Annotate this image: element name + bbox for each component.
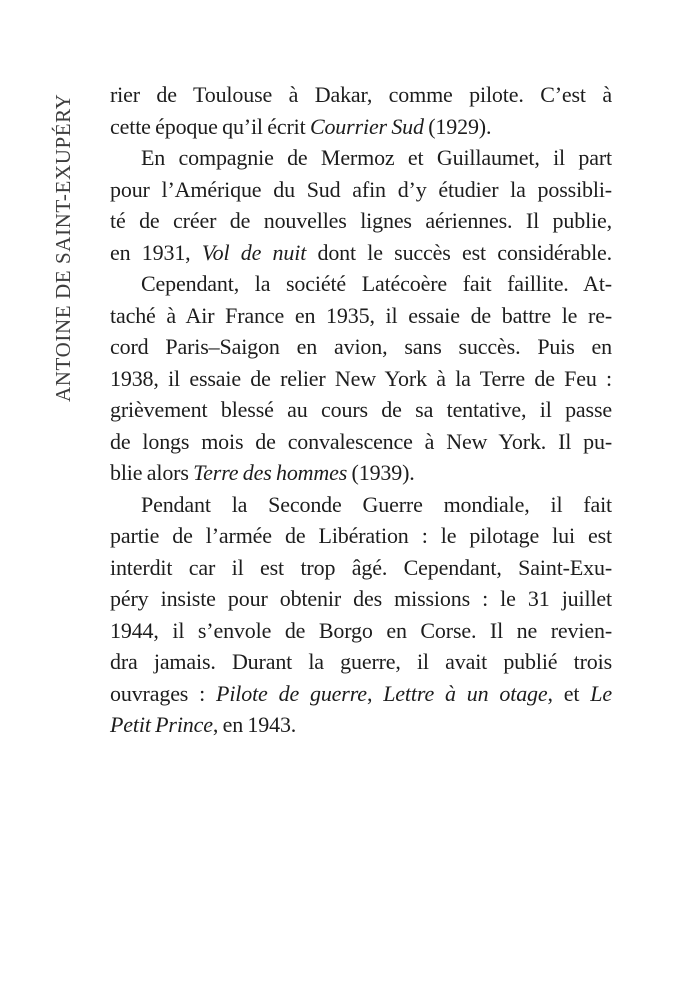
book-title-italic: Pilote de guerre: [216, 680, 367, 706]
text-segment: dra jamais. Durant la guerre, il avait publié trois: [110, 649, 612, 674]
book-title-italic: Le: [590, 680, 612, 706]
text-line: [110, 520, 612, 552]
text-segment: , et: [547, 680, 591, 706]
text-line: [110, 489, 612, 521]
text-line: [110, 268, 612, 300]
text-line: [110, 237, 612, 269]
text-line: [110, 79, 612, 111]
text-segment: blie alors: [110, 460, 194, 485]
text-segment: té de créer de nouvelles lignes aériennes. Il publie,: [110, 208, 612, 233]
text-line: [110, 142, 612, 174]
text-segment: Cependant, la société Latécoère fait faillite. At-: [141, 271, 612, 296]
text-segment: interdit car il est trop âgé. Cependant, Saint-Exu-: [110, 554, 612, 580]
text-segment: (1929).: [423, 113, 492, 139]
text-line: [110, 111, 612, 143]
text-segment: ,: [366, 680, 384, 706]
text-line: [110, 615, 612, 647]
text-line: [110, 174, 612, 206]
text-segment: de longs mois de convalescence à New York. Il pu-: [110, 428, 612, 454]
text-line: [110, 426, 612, 458]
text-segment: En compagnie de Mermoz et Guillaumet, il part: [141, 145, 612, 170]
text-segment: pour l’Amérique du Sud afin d’y étudier la possibli-: [110, 176, 612, 202]
text-segment: (1939).: [347, 460, 415, 485]
text-segment: péry insiste pour obtenir des missions : le 31 juillet: [110, 586, 612, 611]
text-segment: en 1931,: [110, 239, 202, 265]
text-segment: grièvement blessé au cours de sa tentative, il passe: [110, 397, 612, 422]
text-segment: Pendant la Seconde Guerre mondiale, il fait: [141, 491, 612, 517]
margin-author-label: ANTOINE DE SAINT-EXUPÉRY: [51, 93, 75, 402]
book-title-italic: Vol de nuit: [201, 239, 307, 265]
text-segment: 1938, il essaie de relier New York à la Terre de Feu :: [110, 365, 612, 391]
body-text: [110, 79, 612, 741]
text-line: [110, 552, 612, 584]
text-line: [110, 678, 612, 710]
book-title-italic: Lettre à un otage: [383, 680, 548, 706]
text-segment: partie de l’armée de Libération : le pilotage lui est: [110, 523, 612, 548]
text-line: [110, 331, 612, 363]
text-segment: taché à Air France en 1935, il essaie de battre le re-: [110, 302, 612, 328]
text-line: [110, 205, 612, 237]
book-title-italic: Courrier Sud: [309, 113, 424, 139]
text-line: [110, 583, 612, 615]
book-title-italic: Petit Prince: [110, 712, 213, 737]
text-segment: dont le succès est considérable.: [306, 239, 613, 265]
text-segment: ouvrages :: [110, 680, 217, 706]
text-segment: , en 1943.: [212, 712, 297, 737]
text-segment: cord Paris–Saigon en avion, sans succès. Puis en: [110, 334, 612, 359]
text-line: [110, 646, 612, 678]
text-line: [110, 709, 612, 741]
text-segment: 1944, il s’envole de Borgo en Corse. Il ne revien-: [110, 617, 612, 643]
text-line: [110, 300, 612, 332]
text-segment: cette époque qu’il écrit: [110, 113, 310, 139]
text-line: [110, 363, 612, 395]
book-title-italic: Terre des hommes: [193, 460, 348, 485]
text-line: [110, 394, 612, 426]
text-segment: rier de Toulouse à Dakar, comme pilote. C’est à: [110, 82, 612, 107]
text-line: [110, 457, 612, 489]
